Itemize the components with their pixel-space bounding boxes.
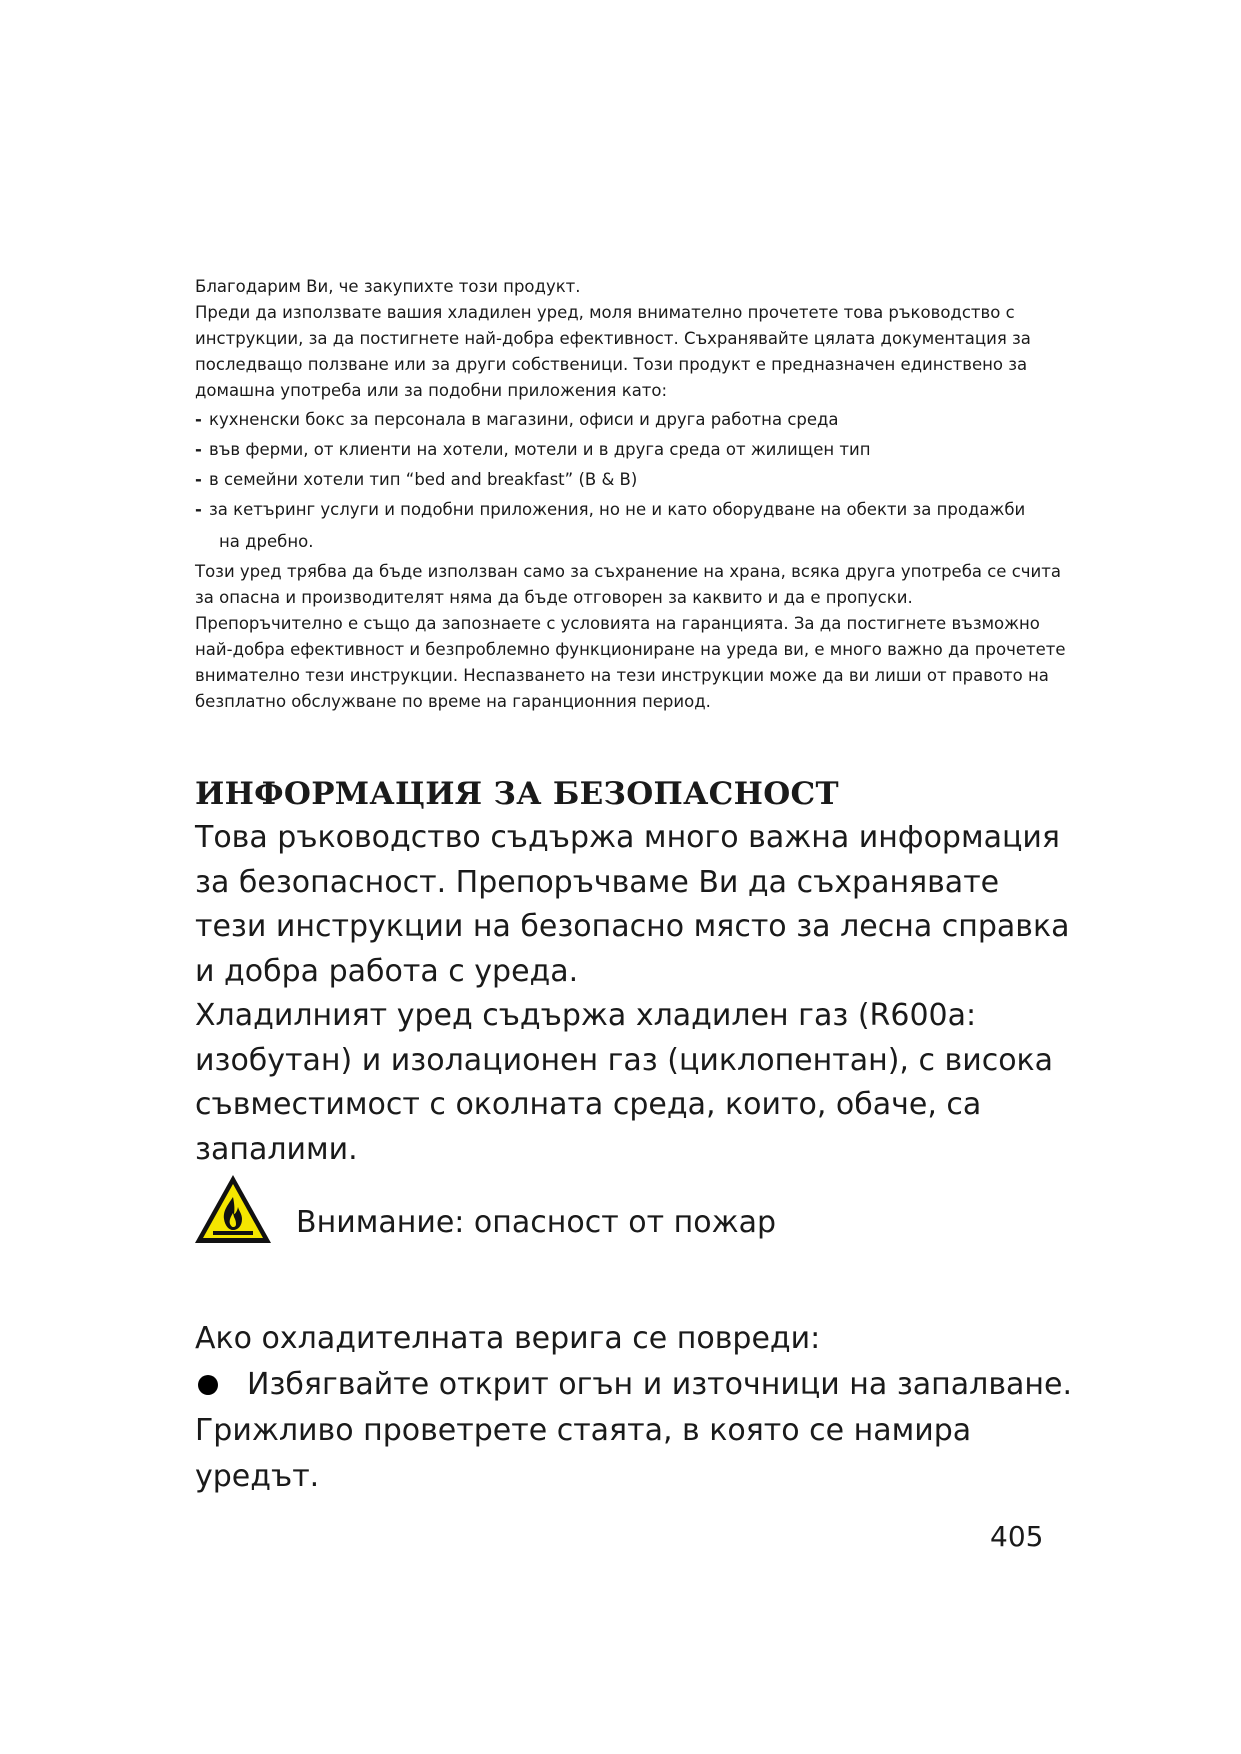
flammable-warning-icon <box>193 1173 273 1245</box>
list-item: - за кетъринг услуги и подобни приложения, но не и като оборудване на обекти за продажби на дребно. <box>195 497 1075 555</box>
chain-lead: Ако охладителната верига се повреди: <box>195 1321 821 1356</box>
safety-section <box>195 816 1075 1172</box>
cooling-circuit-section <box>195 1316 1095 1500</box>
list-item: - във ферми, от клиенти на хотели, мотели и в друга среда от жилищен тип <box>195 440 871 459</box>
list-item-text: Избягвайте открит огън и източници на запалване. <box>247 1367 1073 1402</box>
safety-heading: ИНФОРМАЦИЯ ЗА БЕЗОПАСНОСТ <box>195 776 839 812</box>
list-item-text: във ферми, от клиенти на хотели, мотели и в друга среда от жилищен тип <box>209 440 871 459</box>
list-item-text: за кетъринг услуги и подобни приложения, но не и като оборудване на обекти за продажби <box>209 500 1026 519</box>
warning-text: Внимание: опасност от пожар <box>296 1205 777 1240</box>
list-item-text: кухненски бокс за персонала в магазини, офиси и друга работна среда <box>209 410 839 429</box>
safety-paragraph-1: Това ръководство съдържа много важна информация за безопасност. Препоръчваме Ви да съхранявате тези инструкции на безопасно място за лесна справка и добра работа с уреда. <box>195 820 1070 989</box>
intro-paragraph-1: Преди да използвате вашия хладилен уред, моля внимателно прочетете това ръководство с инструкции, за да постигнете най-добра ефективност. Съхранявайте цялата документация за последващо ползване или за други собственици. Този продукт е предназначен единствено за домашна употреба или за подобни приложения като: <box>195 303 1031 400</box>
intro-paragraph-3: Препоръчително е също да запознаете с условията на гаранцията. За да постигнете възможно най-добра ефективност и безпроблемно функциониране на уреда ви, е много важно да прочетете внимателно тези инструкции. Неспазването на тези инструкции може да ви лиши от правото на безплатно обслужване по време на гаранционния период. <box>195 614 1066 711</box>
intro-section <box>195 274 1075 715</box>
chain-follow: Грижливо проветрете стаята, в която се намира уредът. <box>195 1413 972 1494</box>
list-item: - в семейни хотели тип “bed and breakfast” (B & B) <box>195 470 638 489</box>
list-item <box>195 1362 1095 1408</box>
safety-paragraph-2: Хладилният уред съдържа хладилен газ (R600a: изобутан) и изолационен газ (циклопентан), с висока съвместимост с околната среда, които, обаче, са запалими. <box>195 998 1054 1167</box>
list-item-text: в семейни хотели тип “bed and breakfast” (B & B) <box>209 470 638 489</box>
page-number: 405 <box>990 1520 1044 1553</box>
intro-paragraph-2: Този уред трябва да бъде използван само за съхранение на храна, всяка друга употреба се счита за опасна и производителят няма да бъде отговорен за каквито и да е пропуски. <box>195 562 1061 607</box>
list-item-continuation: на дребно. <box>219 532 314 551</box>
bullet-dot-icon <box>198 1375 218 1395</box>
intro-thanks: Благодарим Ви, че закупихте този продукт. <box>195 277 581 296</box>
list-item: - кухненски бокс за персонала в магазини, офиси и друга работна среда <box>195 410 839 429</box>
usage-list <box>195 407 1075 555</box>
fire-warning <box>193 1173 1073 1253</box>
